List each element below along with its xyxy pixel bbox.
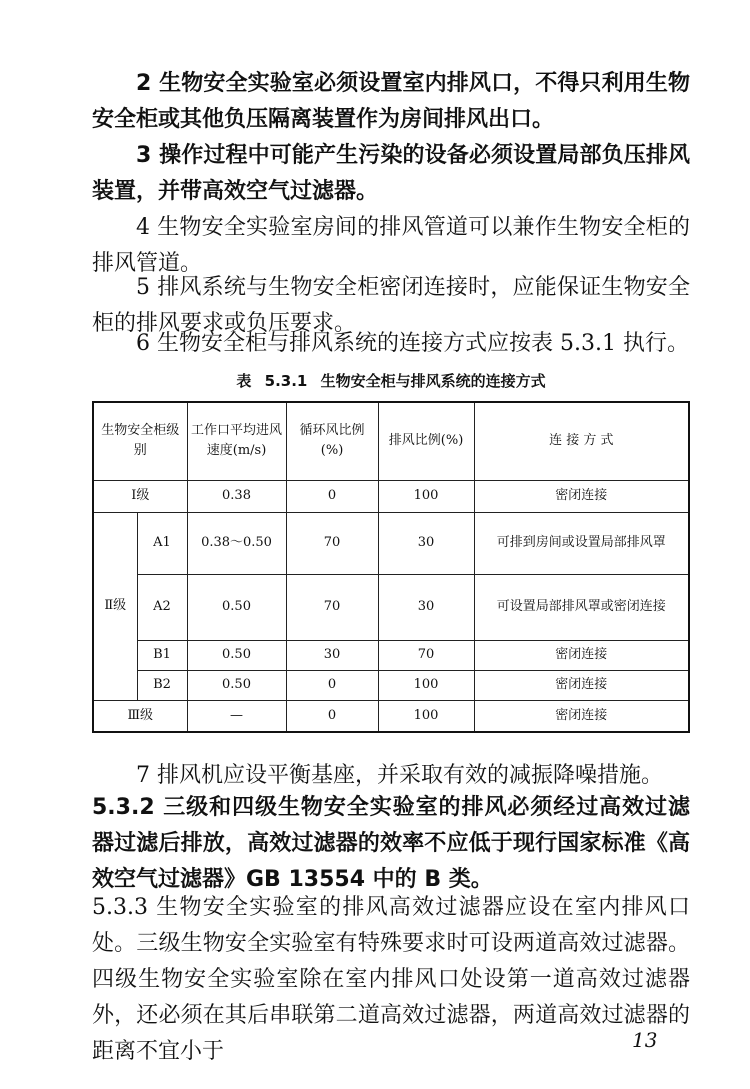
- cell-exhaust: 70: [378, 640, 474, 670]
- table-caption: 表 5.3.1 生物安全柜与排风系统的连接方式: [236, 372, 546, 390]
- table-row: [93, 512, 689, 574]
- cell-exhaust: 100: [378, 670, 474, 700]
- cell-level-class2: Ⅱ级: [93, 512, 137, 700]
- table-header-row: [93, 402, 689, 480]
- header-level: 生物安全柜级别: [93, 402, 187, 480]
- cell-level: Ⅲ级: [93, 700, 187, 732]
- cell-exhaust: 100: [378, 700, 474, 732]
- item-4: 4 生物安全实验室房间的排风管道可以兼作生物安全柜的排风管道。: [92, 215, 690, 276]
- cell-method: 密闭连接: [474, 670, 689, 700]
- cell-recirc: 0: [286, 480, 378, 512]
- cell-recirc: 0: [286, 700, 378, 732]
- cell-method: 密闭连接: [474, 700, 689, 732]
- cell-method: 密闭连接: [474, 480, 689, 512]
- item-2: 2 生物安全实验室必须设置室内排风口，不得只利用生物安全柜或其他负压隔离装置作为房间排风出口。: [92, 71, 690, 132]
- item-7: 7 排风机应设平衡基座，并采取有效的减振降噪措施。: [136, 763, 663, 788]
- cell-exhaust: 30: [378, 574, 474, 640]
- table-row: [93, 670, 689, 700]
- header-exhaust: 排风比例(%): [378, 402, 474, 480]
- section-5-3-3: 5.3.3 生物安全实验室的排风高效过滤器应设在室内排风口处。三级生物安全实验室有特殊要求时可设两道高效过滤器。四级生物安全实验室除在室内排风口处设第一道高效过滤器外，还必须在其后串联第二道高效过滤器，两道高效过滤器的距离不宜小于: [92, 895, 690, 1064]
- cell-recirc: 70: [286, 512, 378, 574]
- cell-velocity: 0.50: [187, 640, 286, 670]
- cell-recirc: 0: [286, 670, 378, 700]
- table-row: [93, 480, 689, 512]
- cell-subclass: A2: [137, 574, 187, 640]
- cell-velocity: 0.38～0.50: [187, 512, 286, 574]
- cell-recirc: 30: [286, 640, 378, 670]
- item-3: 3 操作过程中可能产生污染的设备必须设置局部负压排风装置，并带高效空气过滤器。: [92, 143, 690, 204]
- cell-subclass: B1: [137, 640, 187, 670]
- cell-method: 可设置局部排风罩或密闭连接: [474, 574, 689, 640]
- cell-velocity: —: [187, 700, 286, 732]
- header-velocity: 工作口平均进风速度(m/s): [187, 402, 286, 480]
- cell-method: 可排到房间或设置局部排风罩: [474, 512, 689, 574]
- cell-recirc: 70: [286, 574, 378, 640]
- table-row: [93, 700, 689, 732]
- cell-velocity: 0.50: [187, 670, 286, 700]
- cell-velocity: 0.50: [187, 574, 286, 640]
- item-6: 6 生物安全柜与排风系统的连接方式应按表 5.3.1 执行。: [136, 331, 689, 356]
- cell-exhaust: 100: [378, 480, 474, 512]
- cell-velocity: 0.38: [187, 480, 286, 512]
- header-recirc: 循环风比例(%): [286, 402, 378, 480]
- cell-subclass: B2: [137, 670, 187, 700]
- header-method: 连 接 方 式: [474, 402, 689, 480]
- connection-table: [92, 401, 690, 733]
- table-row: [93, 640, 689, 670]
- cell-exhaust: 30: [378, 512, 474, 574]
- cell-level: Ⅰ级: [93, 480, 187, 512]
- item-5: 5 排风系统与生物安全柜密闭连接时，应能保证生物安全柜的排风要求或负压要求。: [92, 275, 690, 336]
- cell-method: 密闭连接: [474, 640, 689, 670]
- section-5-3-2: 5.3.2 三级和四级生物安全实验室的排风必须经过高效过滤器过滤后排放，高效过滤器的效率不应低于现行国家标准《高效空气过滤器》GB 13554 中的 B 类。: [92, 795, 690, 892]
- page-number: 13: [632, 1028, 658, 1052]
- table-row: [93, 574, 689, 640]
- cell-subclass: A1: [137, 512, 187, 574]
